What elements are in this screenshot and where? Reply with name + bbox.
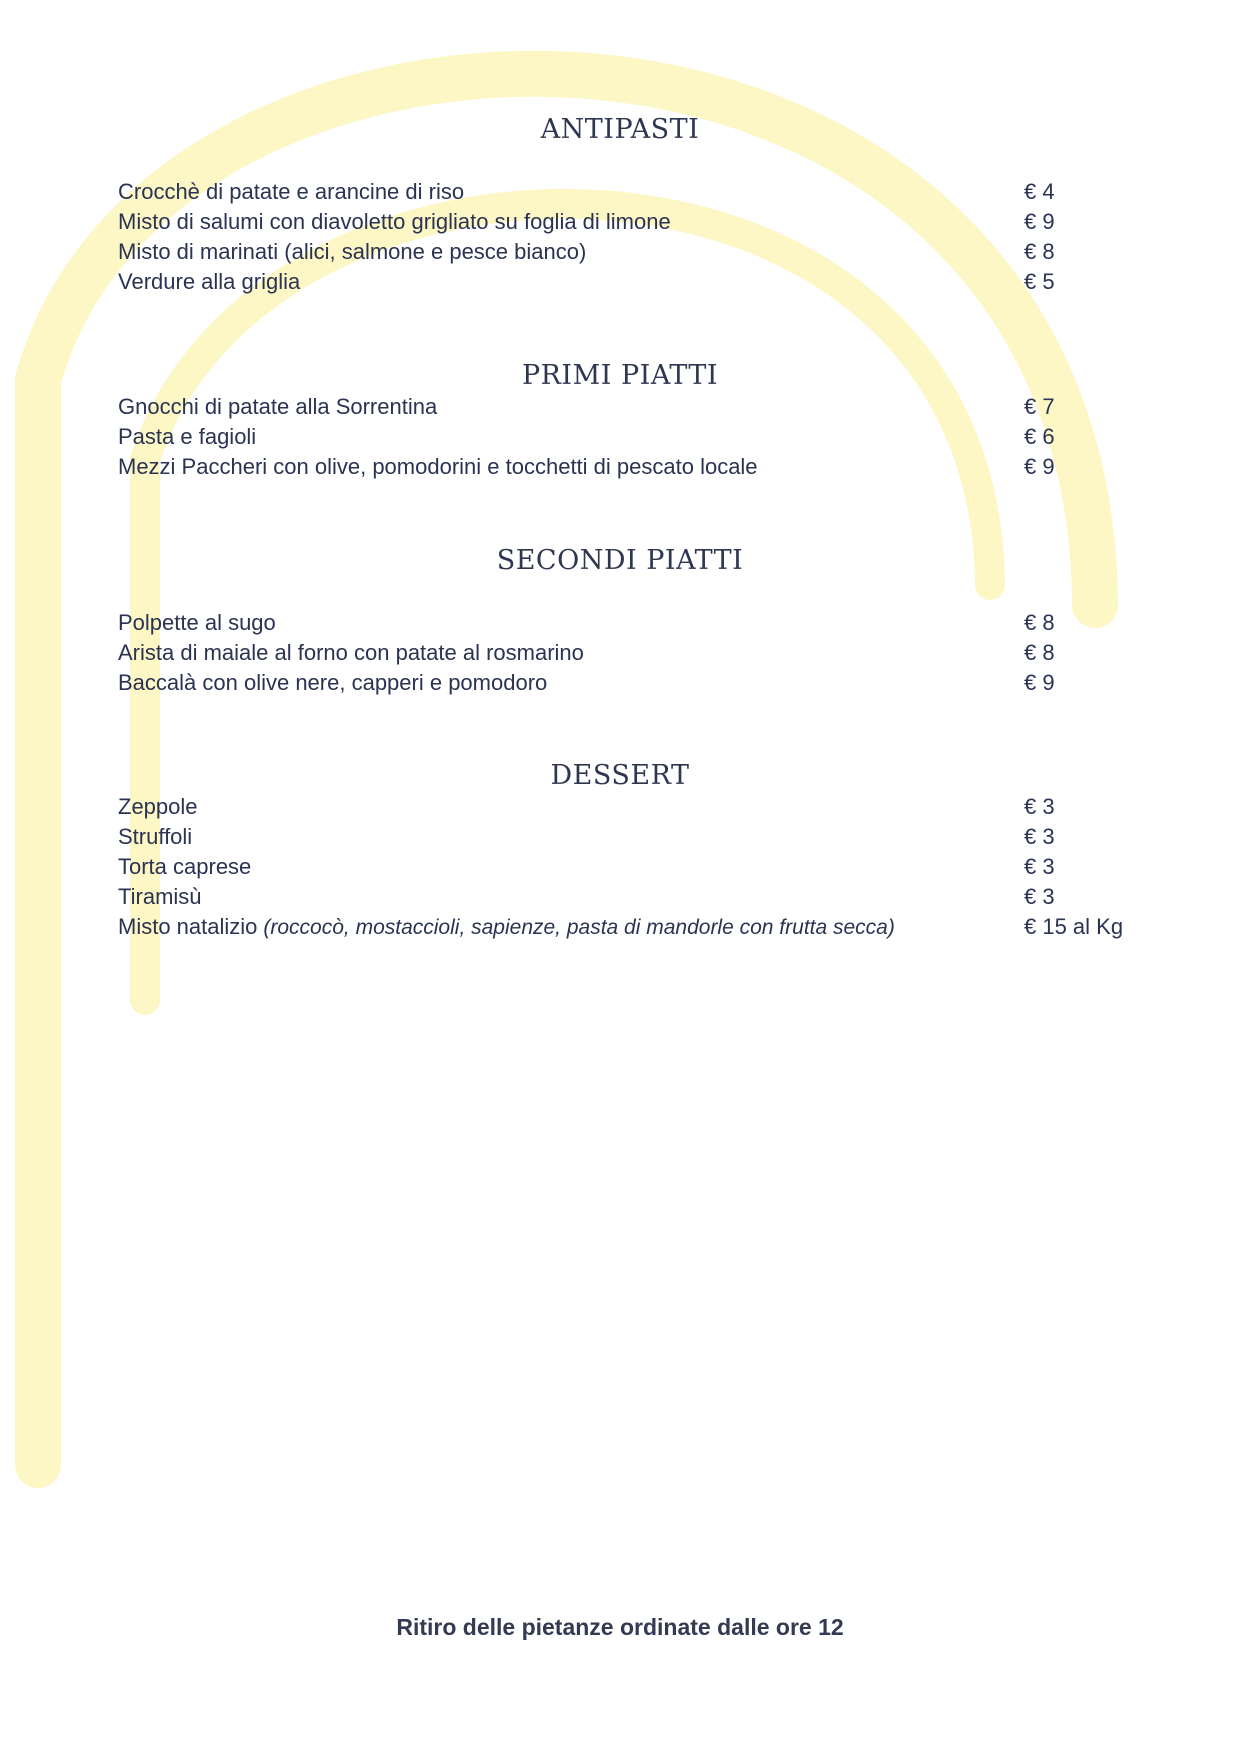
item-name: Misto di salumi con diavoletto grigliato su foglia di limone [118, 209, 671, 234]
item-name: Crocchè di patate e arancine di riso [118, 179, 465, 204]
menu-item [118, 267, 1128, 297]
item-name: Zeppole [118, 794, 198, 819]
item-price: € 15 al Kg [1024, 914, 1124, 939]
item-price: € 9 [1024, 454, 1055, 479]
item-price: € 3 [1024, 884, 1055, 909]
menu-item [118, 792, 1128, 822]
menu-item [118, 392, 1128, 422]
menu-item [118, 822, 1128, 852]
section-title-primi-piatti: PRIMI PIATTI [521, 360, 719, 391]
item-price: € 3 [1024, 854, 1055, 879]
menu-item [118, 638, 1128, 668]
item-price: € 9 [1024, 670, 1055, 695]
item-price: € 7 [1024, 394, 1055, 419]
item-name: Struffoli [118, 824, 193, 849]
item-name: Polpette al sugo [118, 610, 276, 635]
item-name: Mezzi Paccheri con olive, pomodorini e tocchetti di pescato locale [118, 454, 758, 479]
item-name: Gnocchi di patate alla Sorrentina [118, 394, 438, 419]
item-name: Misto natalizio [118, 914, 258, 939]
item-price: € 3 [1024, 794, 1055, 819]
menu-item [118, 452, 1128, 482]
item-price: € 8 [1024, 640, 1055, 665]
item-price: € 9 [1024, 209, 1055, 234]
menu-item [118, 207, 1128, 237]
item-name-with-note [118, 912, 895, 943]
menu-item [118, 237, 1128, 267]
item-price: € 8 [1024, 239, 1055, 264]
section-title-dessert: DESSERT [550, 760, 690, 791]
item-price: € 8 [1024, 610, 1055, 635]
item-name: Pasta e fagioli [118, 424, 257, 449]
item-name: Verdure alla griglia [118, 269, 301, 294]
item-price: € 6 [1024, 424, 1055, 449]
menu-item [118, 422, 1128, 452]
item-price: € 5 [1024, 269, 1055, 294]
menu-item [118, 912, 1128, 942]
item-price: € 3 [1024, 824, 1055, 849]
pickup-notice: Ritiro delle pietanze ordinate dalle ore 12 [396, 1614, 844, 1640]
menu-item [118, 608, 1128, 638]
menu-item [118, 882, 1128, 912]
menu-item [118, 668, 1128, 698]
menu-item [118, 852, 1128, 882]
section-title-antipasti: ANTIPASTI [540, 114, 700, 145]
item-name: Baccalà con olive nere, capperi e pomodoro [118, 670, 548, 695]
item-price: € 4 [1024, 179, 1055, 204]
menu-item [118, 177, 1128, 207]
item-name: Misto di marinati (alici, salmone e pesce bianco) [118, 239, 587, 264]
item-name: Tiramisù [118, 884, 202, 909]
item-note: (roccocò, mostaccioli, sapienze, pasta di mandorle con frutta secca) [263, 916, 895, 939]
item-name: Arista di maiale al forno con patate al rosmarino [118, 640, 584, 665]
section-title-secondi-piatti: SECONDI PIATTI [496, 545, 744, 576]
item-name: Torta caprese [118, 854, 252, 879]
